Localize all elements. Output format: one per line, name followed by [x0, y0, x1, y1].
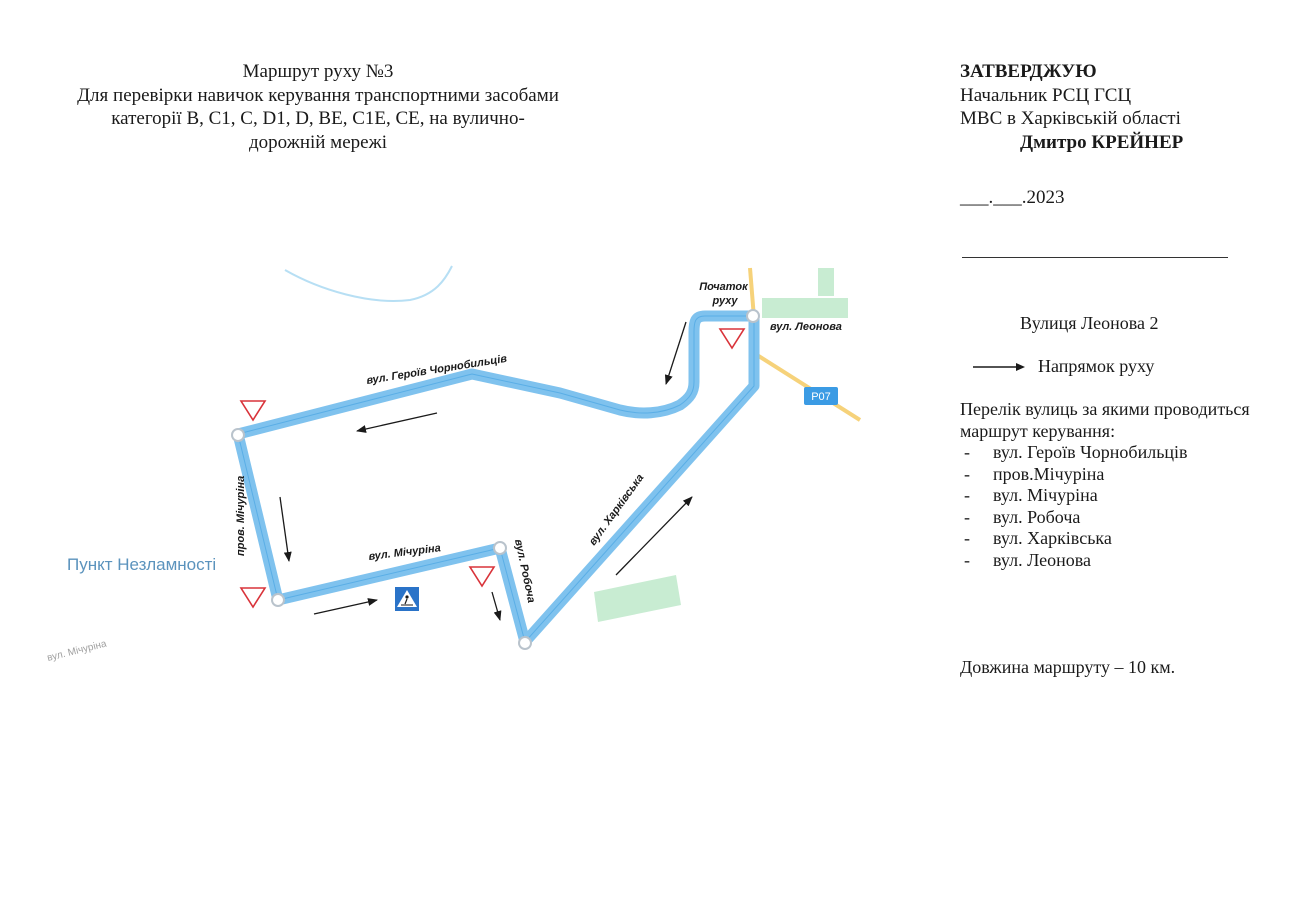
- signature-line: [962, 257, 1228, 258]
- address: Вулиця Леонова 2: [1020, 313, 1159, 333]
- route-length: Довжина маршруту – 10 км.: [960, 657, 1176, 677]
- legend-direction: [972, 356, 1154, 377]
- direction-arrow-icon: [972, 361, 1026, 373]
- street-label-michurina-lane: пров. Мічуріна: [235, 475, 247, 556]
- street-label-leonova: вул. Леонова: [770, 321, 842, 333]
- route-map: [0, 260, 880, 710]
- park-area: [762, 298, 848, 318]
- route-subtitle-line: дорожній мережі: [249, 131, 387, 153]
- yield-sign-icon: [241, 401, 265, 420]
- direction-arrow: [666, 322, 686, 384]
- street-list: [960, 399, 1290, 571]
- route-header: [28, 60, 608, 154]
- route-node-icon: [519, 637, 531, 649]
- street-label-robocha: вул. Робоча: [512, 538, 538, 604]
- street-list-item: - вул. Мічуріна: [964, 485, 1098, 505]
- route-subtitle-line: категорії В, С1, С, D1, D, ВЕ, С1Е, СЕ, на вулично-: [111, 108, 525, 129]
- street-label-faint: вул. Мічуріна: [46, 638, 108, 664]
- yield-sign-icon: [470, 567, 494, 586]
- approver-name: Дмитро КРЕЙНЕР: [1020, 131, 1184, 153]
- poi-label: Пункт Незламності: [67, 555, 217, 574]
- street-label-heroiv: вул. Героїв Чорнобильців: [365, 352, 508, 387]
- street-label-michurina: вул. Мічуріна: [367, 542, 442, 563]
- approval-title: ЗАТВЕРДЖУЮ: [960, 61, 1097, 82]
- park-area: [594, 575, 681, 622]
- legend-label: Напрямок руху: [1038, 356, 1155, 376]
- street-list-heading: Перелік вулиць за якими проводиться маршрут керування:: [960, 399, 1250, 441]
- route-node-icon: [747, 310, 759, 322]
- pedestrian-crossing-icon: [395, 587, 419, 611]
- route-node-icon: [494, 542, 506, 554]
- direction-arrow: [314, 600, 377, 614]
- street-label-kharkivska: вул. Харківська: [586, 471, 647, 548]
- park-area: [818, 268, 834, 296]
- route-subtitle-line: Для перевірки навичок керування транспортними засобами: [77, 84, 559, 106]
- street-list-item: - пров.Мічуріна: [964, 463, 1105, 484]
- direction-arrow: [616, 497, 692, 575]
- start-label: Початок руху: [699, 281, 748, 307]
- yield-sign-icon: [720, 329, 744, 348]
- direction-arrow: [357, 413, 437, 431]
- route-node-icon: [272, 594, 284, 606]
- approval-date: ___.___.2023: [960, 187, 1065, 208]
- street-list-item: - вул. Героїв Чорнобильців: [964, 442, 1188, 462]
- direction-arrow: [492, 592, 500, 620]
- road-code-label: Р07: [811, 391, 831, 403]
- route-title: Маршрут руху №3: [242, 61, 394, 82]
- street-list-item: - вул. Робоча: [964, 506, 1081, 527]
- approver-position: МВС в Харківській області: [960, 108, 1181, 129]
- approval-block: [960, 60, 1290, 154]
- yield-sign-icon: [241, 588, 265, 607]
- street-list-item: - вул. Харківська: [964, 528, 1112, 548]
- approver-position: Начальник РСЦ ГСЦ: [960, 84, 1132, 106]
- route-node-icon: [232, 429, 244, 441]
- street-list-item: - вул. Леонова: [964, 549, 1092, 570]
- direction-arrow: [280, 497, 289, 561]
- water-line: [285, 266, 452, 301]
